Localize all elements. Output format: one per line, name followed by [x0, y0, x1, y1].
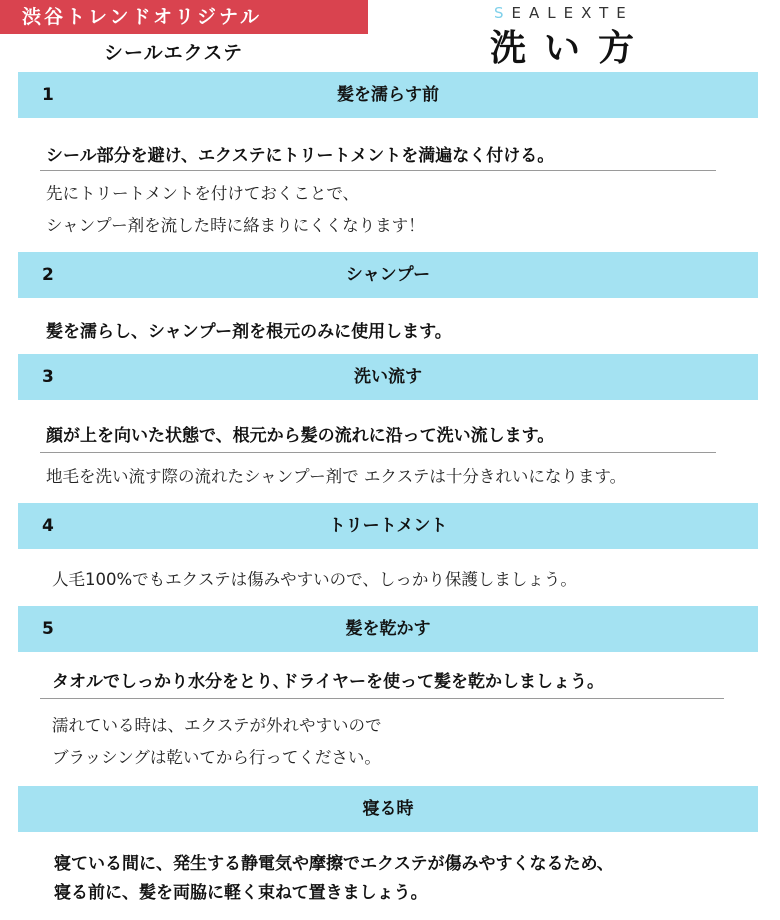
divider — [40, 698, 724, 699]
section-number: 5 — [42, 619, 54, 639]
section-note: 人毛100%でもエクステは傷みやすいので、しっかり保護しましょう。 — [52, 570, 577, 589]
section-title: 寝る時 — [362, 799, 414, 819]
brand-logo-rest: EALEXTE — [511, 4, 634, 22]
section-note: シャンプー剤を流した時に絡まりにくくなります！ — [46, 216, 425, 235]
section-header-6 — [18, 786, 758, 832]
section-header-5 — [18, 606, 758, 652]
brand-logo-first-letter: S — [494, 4, 512, 22]
divider — [40, 170, 716, 171]
section-note: ブラッシングは乾いてから行ってください。 — [52, 748, 381, 767]
section-lead: タオルでしっかり水分をとり､ドライヤーを使って髪を乾かしましょう。 — [52, 672, 604, 692]
section-title: トリートメント — [328, 516, 448, 536]
section-title: 洗い流す — [354, 367, 422, 387]
section-note-bold: 寝ている間に、発生する静電気や摩擦でエクステが傷みやすくなるため、 — [54, 854, 614, 874]
section-note: 濡れている時は、エクステが外れやすいので — [52, 716, 382, 735]
section-title: 髪を乾かす — [345, 619, 431, 639]
section-note: 地毛を洗い流す際の流れたシャンプー剤で エクステは十分きれいになります。 — [46, 467, 627, 486]
section-header-1 — [18, 72, 758, 118]
section-lead: 顔が上を向いた状態で、根元から髪の流れに沿って洗い流します。 — [46, 426, 555, 446]
section-number: 1 — [42, 85, 54, 105]
page-title: 洗い方 — [490, 28, 653, 69]
section-title: シャンプー — [345, 265, 431, 285]
section-header-4 — [18, 503, 758, 549]
section-header-3 — [18, 354, 758, 400]
section-number: 2 — [42, 265, 54, 285]
section-number: 4 — [42, 516, 54, 536]
divider — [40, 452, 716, 453]
section-note-bold: 寝る前に、髪を両脇に軽く束ねて置きましょう。 — [54, 883, 428, 903]
section-title: 髪を濡らす前 — [337, 85, 439, 105]
section-lead: シール部分を避け、エクステにトリートメントを満遍なく付ける。 — [46, 146, 555, 166]
section-header-2 — [18, 252, 758, 298]
brand-tag: 渋谷トレンドオリジナル — [0, 0, 368, 34]
section-lead: 髪を濡らし、シャンプー剤を根元のみに使用します。 — [46, 322, 452, 342]
section-number: 3 — [42, 367, 54, 387]
section-note: 先にトリートメントを付けておくことで、 — [46, 184, 360, 203]
product-subtitle: シールエクステ — [104, 42, 244, 64]
